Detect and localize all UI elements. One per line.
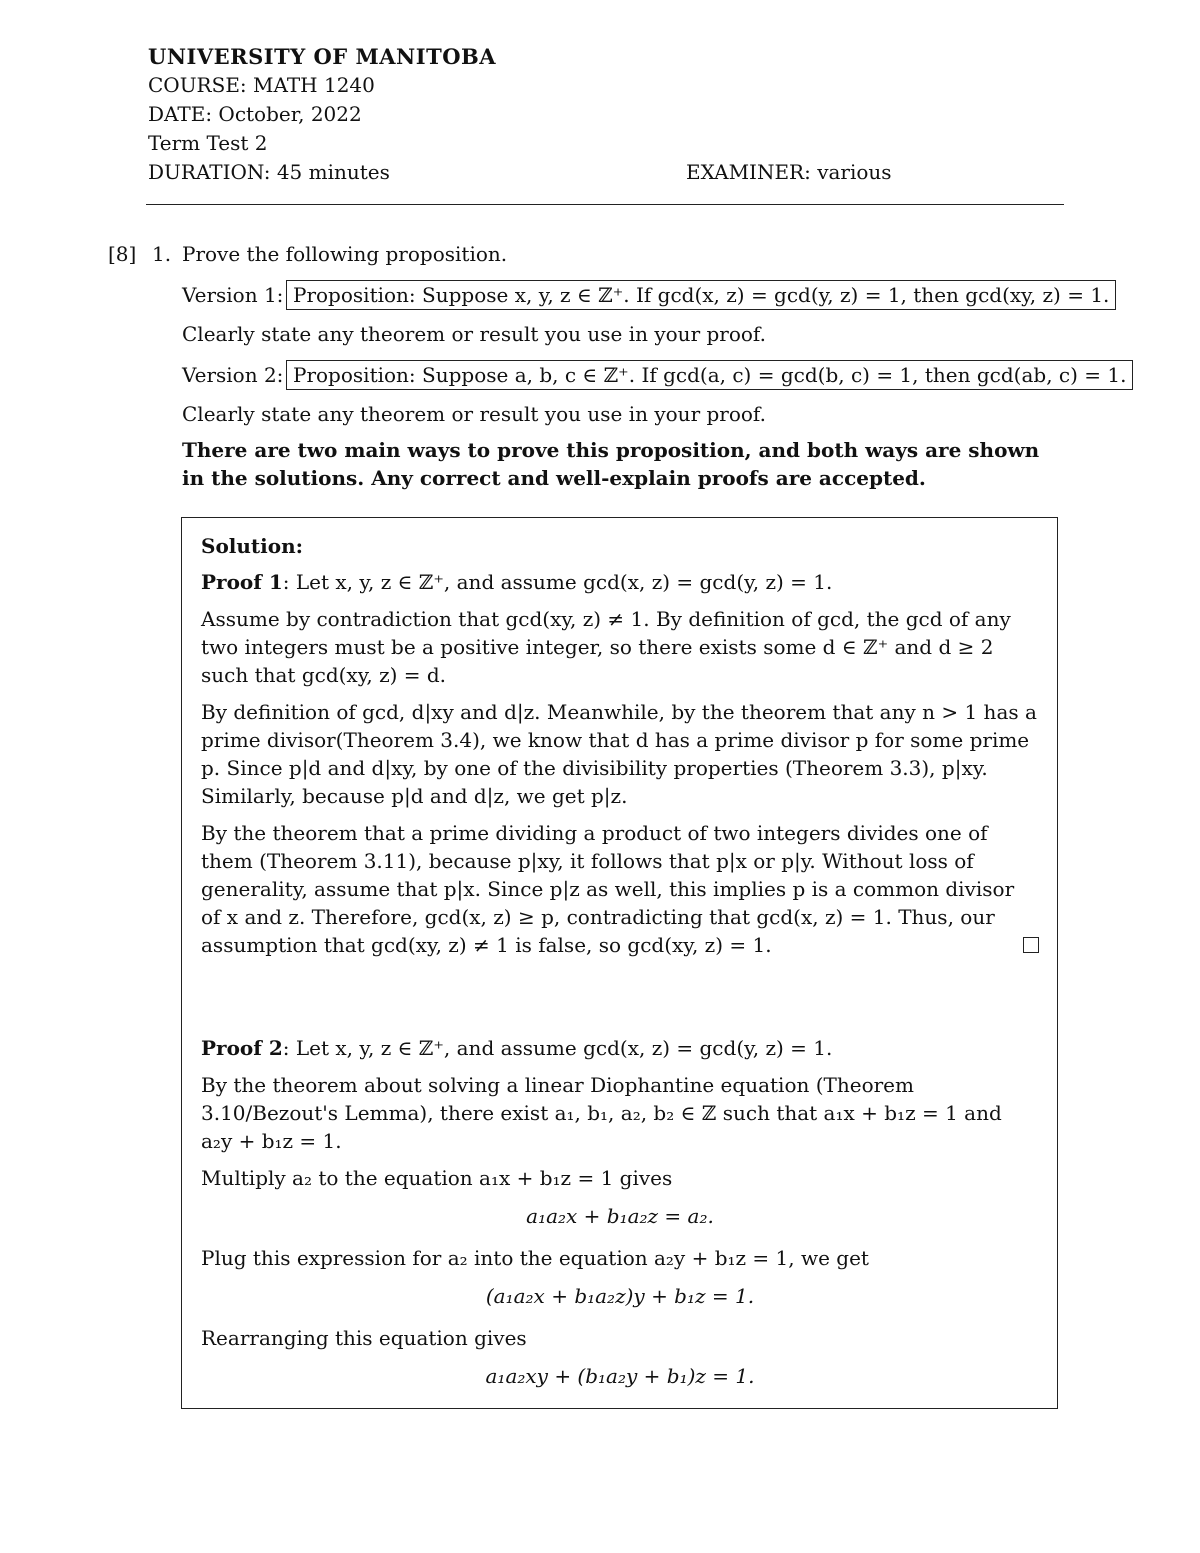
- version-2-proposition: Proposition: Suppose a, b, c ∈ ℤ⁺. If gcd(a, c) = gcd(b, c) = 1, then gcd(ab, c) = 1.: [286, 360, 1133, 390]
- proof-2-paragraph-4: Rearranging this equation gives: [201, 1326, 527, 1350]
- question-number: 1.: [152, 242, 172, 266]
- test-name: Term Test 2: [148, 131, 268, 155]
- solution-title: Solution:: [201, 534, 304, 558]
- grading-note: [182, 436, 1072, 492]
- proof-1-label: Proof 1: [201, 570, 283, 594]
- duration-row: [148, 158, 1063, 187]
- course-code: COURSE: MATH 1240: [148, 73, 375, 97]
- proof-2-paragraph-3: Plug this expression for a₂ into the equation a₂y + b₁z = 1, we get: [201, 1246, 869, 1270]
- version-2-note: Clearly state any theorem or result you use in your proof.: [182, 402, 766, 426]
- equation-2: (a₁a₂x + b₁a₂z)y + b₁z = 1.: [485, 1284, 755, 1308]
- version-1-label: Version 1:: [182, 283, 284, 307]
- university-name: UNIVERSITY OF MANITOBA: [148, 44, 497, 69]
- proof-2-paragraph-2: Multiply a₂ to the equation a₁x + b₁z = 1 gives: [201, 1166, 673, 1190]
- proof-1-intro: [201, 568, 1039, 596]
- proof-gap: [201, 968, 1039, 1034]
- equation-1: a₁a₂x + b₁a₂z = a₂.: [526, 1204, 714, 1228]
- version-1-note: Clearly state any theorem or result you use in your proof.: [182, 322, 766, 346]
- proof-2-label: Proof 2: [201, 1036, 283, 1060]
- proof-1-paragraph-2: By definition of gcd, d|xy and d|z. Meanwhile, by the theorem that any n > 1 has a prime divisor(Theorem 3.4), we know that d has a prime divisor p for some prime p. Since p|d and d|xy, by one of the divisibility properties (Theorem 3.3), p|xy. Similarly, because p|d and d|z, we get p|z.: [201, 700, 1037, 808]
- proof-2-paragraph-1: By the theorem about solving a linear Diophantine equation (Theorem 3.10/Bezout's Lemma), there exist a₁, b₁, a₂, b₂ ∈ ℤ such that a₁x + b₁z = 1 and a₂y + b₁z = 1.: [201, 1073, 1002, 1153]
- version-1-proposition: Proposition: Suppose x, y, z ∈ ℤ⁺. If gcd(x, z) = gcd(y, z) = 1, then gcd(xy, z) = 1.: [286, 280, 1116, 310]
- question-body: [182, 240, 1127, 492]
- grading-note-line-2: in the solutions. Any correct and well-explain proofs are accepted.: [182, 466, 926, 490]
- proof-2-intro-text: : Let x, y, z ∈ ℤ⁺, and assume gcd(x, z) = gcd(y, z) = 1.: [282, 1036, 833, 1060]
- exam-header: [148, 42, 1063, 187]
- exam-date: DATE: October, 2022: [148, 102, 362, 126]
- proof-1-intro-text: : Let x, y, z ∈ ℤ⁺, and assume gcd(x, z) = gcd(y, z) = 1.: [282, 570, 833, 594]
- proof-1-paragraph-3: By the theorem that a prime dividing a product of two integers divides one of them (Theorem 3.11), because p|xy, it follows that p|x or p|y. Without loss of generality, assume that p|x. Since p|z as well, this implies p is a common divisor of x and z. Therefore, gcd(x, z) ≥ p, contradicting that gcd(x, z) = 1. Thus, our assumption that gcd(xy, z) ≠ 1 is false, so gcd(xy, z) = 1.: [201, 821, 1015, 957]
- grading-note-line-1: There are two main ways to prove this proposition, and both ways are shown: [182, 438, 1040, 462]
- version-2-label: Version 2:: [182, 363, 284, 387]
- question-marks: [8]: [108, 242, 137, 266]
- header-divider: [146, 204, 1064, 205]
- proof-2-intro: [201, 1034, 1039, 1062]
- question-prompt: Prove the following proposition.: [182, 242, 508, 266]
- exam-examiner: EXAMINER: various: [686, 160, 892, 184]
- version-2: [182, 360, 1127, 390]
- qed-square-icon: [1023, 937, 1039, 953]
- proof-1-paragraph-3-wrap: [201, 819, 1039, 959]
- proof-1-paragraph-1: Assume by contradiction that gcd(xy, z) ≠ 1. By definition of gcd, the gcd of any two integers must be a positive integer, so there exists some d ∈ ℤ⁺ and d ≥ 2 such that gcd(xy, z) = d.: [201, 607, 1011, 687]
- solution-box: [181, 517, 1058, 1409]
- equation-3: a₁a₂xy + (b₁a₂y + b₁)z = 1.: [485, 1364, 755, 1388]
- exam-duration: DURATION: 45 minutes: [148, 160, 390, 184]
- version-1: [182, 280, 1110, 310]
